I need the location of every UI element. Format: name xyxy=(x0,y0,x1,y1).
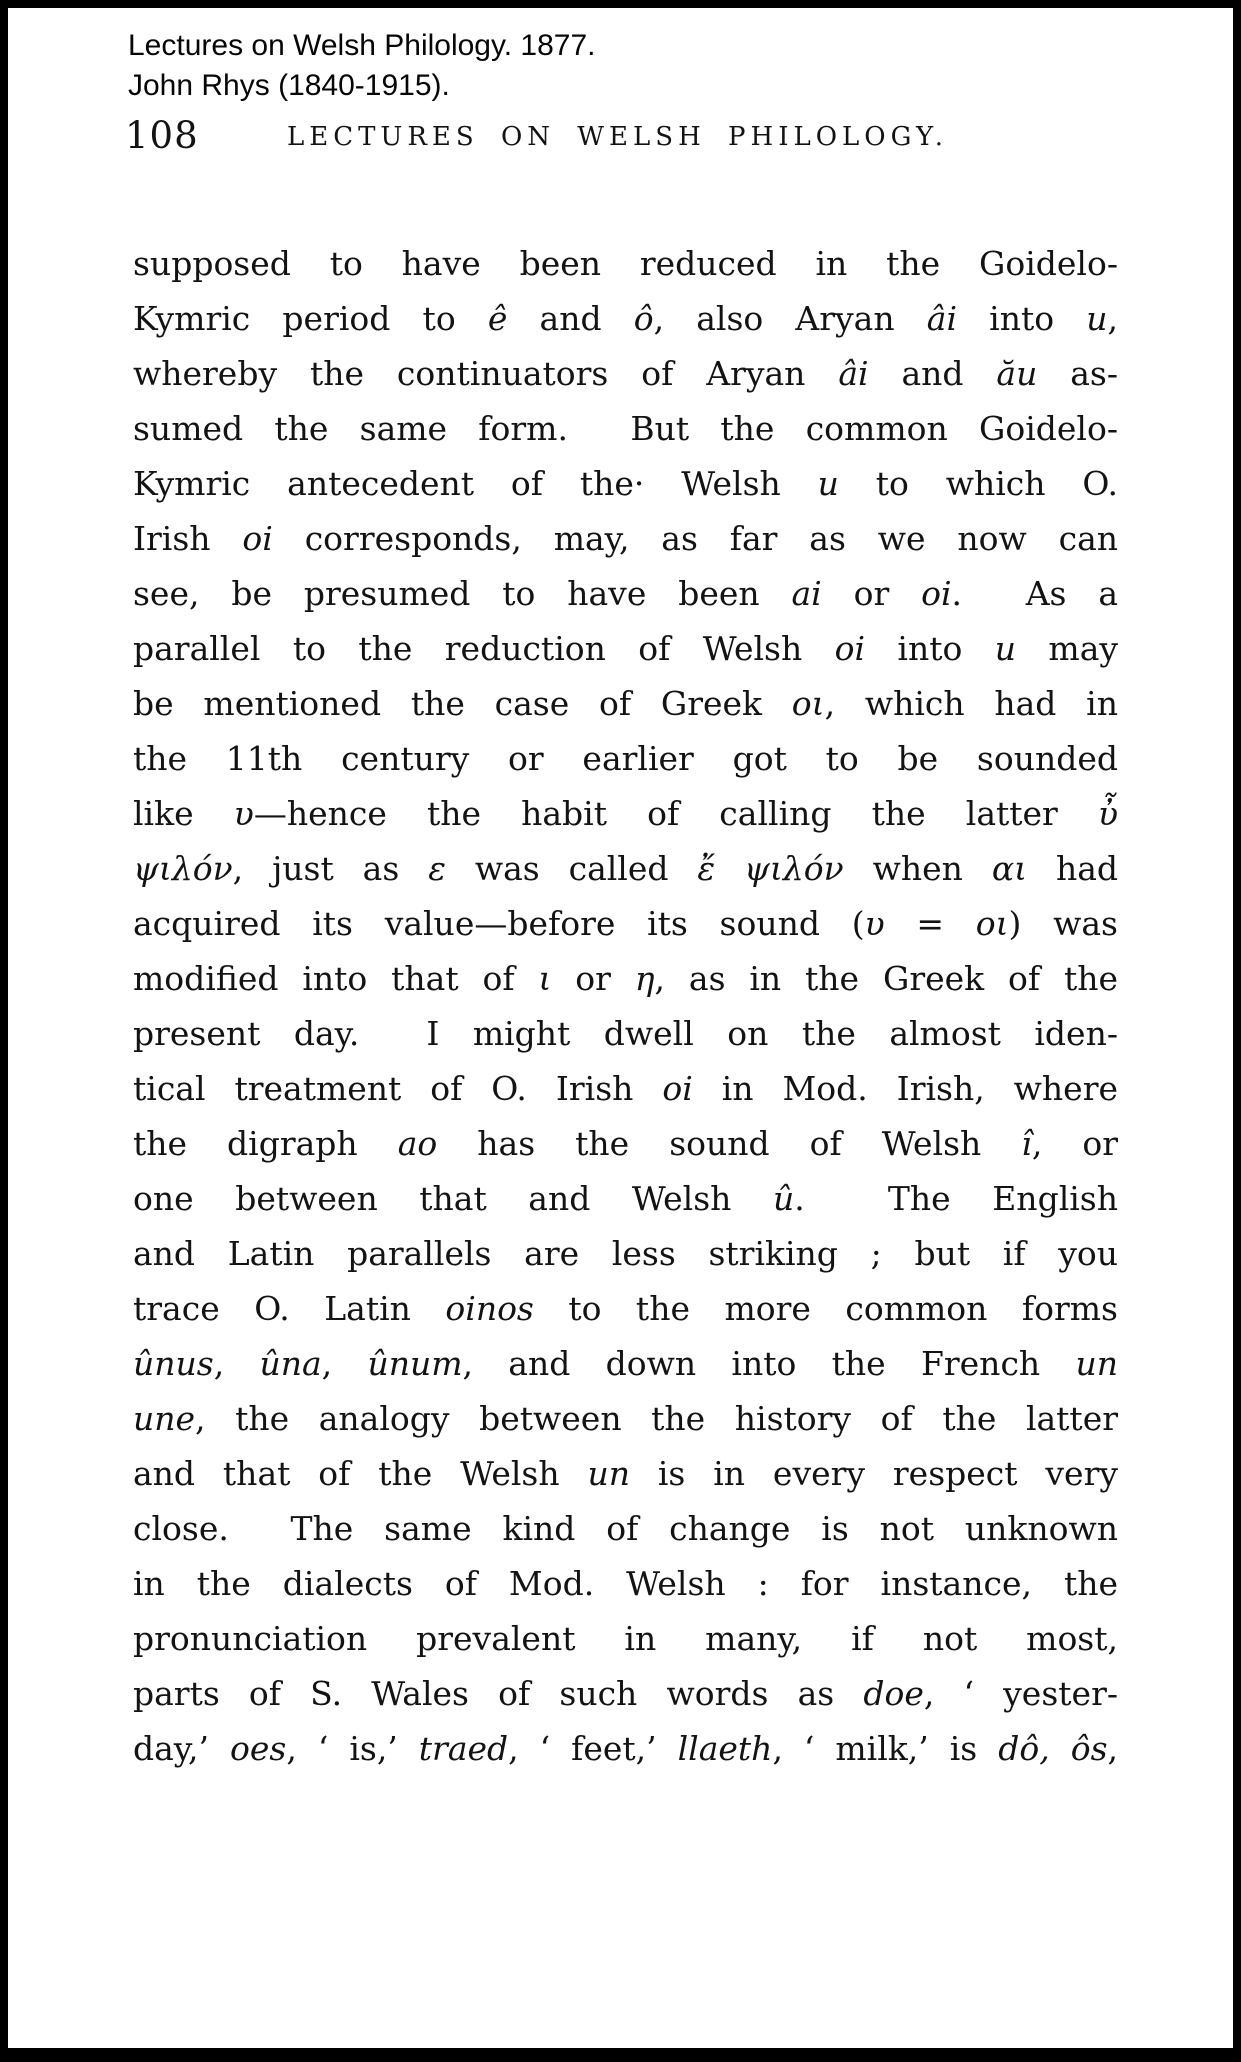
text-segment: in Mod. Irish, where xyxy=(692,1069,1118,1108)
text-segment: , or xyxy=(1031,1124,1119,1163)
linguistic-form: û xyxy=(772,1179,795,1218)
linguistic-form: oi xyxy=(662,1069,693,1108)
text-line xyxy=(133,1116,1118,1171)
text-segment: Irish xyxy=(133,519,243,558)
text-line xyxy=(133,236,1118,291)
text-segment: , xyxy=(321,1344,368,1383)
linguistic-form: ê xyxy=(487,299,508,338)
text-segment: parallel to the reduction of Welsh xyxy=(133,629,835,668)
linguistic-form: traed xyxy=(418,1729,509,1768)
linguistic-form: ai xyxy=(791,574,822,613)
meta-title-line: Lectures on Welsh Philology. 1877. xyxy=(128,29,596,62)
text-segment: = xyxy=(884,904,976,943)
linguistic-form: u xyxy=(817,464,839,503)
text-segment: , also Aryan xyxy=(653,299,927,338)
linguistic-form: ε xyxy=(428,849,446,888)
text-segment: into xyxy=(957,299,1087,338)
text-segment: close. The same kind of change is not unknown xyxy=(133,1509,1118,1548)
text-segment: . As a xyxy=(951,574,1119,613)
text-segment: to which O. xyxy=(838,464,1119,503)
text-line xyxy=(133,1391,1118,1446)
text-line xyxy=(133,1006,1118,1061)
text-line xyxy=(133,1061,1118,1116)
linguistic-form: oinos xyxy=(445,1289,534,1328)
text-segment: Kymric period to xyxy=(133,299,488,338)
linguistic-form: ău xyxy=(996,354,1038,393)
text-line xyxy=(133,786,1118,841)
linguistic-form: ûnum xyxy=(367,1344,463,1383)
linguistic-form: âi xyxy=(926,299,957,338)
running-title: LECTURES ON WELSH PHILOLOGY. xyxy=(286,122,949,152)
linguistic-form: llaeth xyxy=(677,1729,773,1768)
text-segment: tical treatment of O. Irish xyxy=(133,1069,663,1108)
linguistic-form: ao xyxy=(397,1124,438,1163)
text-segment: like xyxy=(133,794,234,833)
text-segment: into xyxy=(865,629,995,668)
text-segment: one between that and Welsh xyxy=(133,1179,773,1218)
text-segment: sumed the same form. But the common Goidelo- xyxy=(133,409,1118,448)
text-segment: see, be presumed to have been xyxy=(133,574,792,613)
text-segment: is in every respect very xyxy=(630,1454,1118,1493)
text-segment: whereby the continuators of Aryan xyxy=(133,354,839,393)
text-line xyxy=(133,291,1118,346)
linguistic-form: ψιλόν xyxy=(133,849,233,888)
linguistic-form: ûnus xyxy=(133,1344,214,1383)
text-segment: , xyxy=(1107,299,1118,338)
text-segment: , and down into the French xyxy=(462,1344,1076,1383)
linguistic-form: οι xyxy=(975,904,1009,943)
linguistic-form: η xyxy=(634,959,655,998)
text-segment: as- xyxy=(1037,354,1118,393)
text-segment: when xyxy=(843,849,992,888)
text-line xyxy=(133,566,1118,621)
text-segment: may xyxy=(1016,629,1119,668)
page xyxy=(8,8,1233,2048)
text-line xyxy=(133,511,1118,566)
text-line xyxy=(133,1226,1118,1281)
text-segment: trace O. Latin xyxy=(133,1289,446,1328)
text-segment: , ‘ feet,’ xyxy=(508,1729,678,1768)
text-segment: present day. I might dwell on the almost iden- xyxy=(133,1014,1118,1053)
text-segment: , xyxy=(1107,1729,1119,1768)
text-line xyxy=(133,1501,1118,1556)
text-line xyxy=(133,951,1118,1006)
text-segment: , ‘ milk,’ is xyxy=(772,1729,999,1768)
page-body xyxy=(133,236,1118,1776)
linguistic-form: ὖ xyxy=(1097,794,1119,833)
meta-author-line: John Rhys (1840-1915). xyxy=(128,69,450,102)
text-segment: in the dialects of Mod. Welsh : for instance, the xyxy=(133,1564,1118,1603)
linguistic-form: oi xyxy=(834,629,866,668)
linguistic-form: υ xyxy=(233,794,254,833)
text-segment: day,’ xyxy=(133,1729,231,1768)
text-line xyxy=(133,731,1118,786)
text-segment: had xyxy=(1027,849,1119,888)
text-segment: , ‘ is,’ xyxy=(286,1729,419,1768)
linguistic-form: ûna xyxy=(259,1344,322,1383)
linguistic-form: u xyxy=(994,629,1017,668)
text-segment: and xyxy=(507,299,634,338)
text-line xyxy=(133,1446,1118,1501)
text-segment: parts of S. Wales of such words as xyxy=(133,1674,864,1713)
text-line xyxy=(133,1721,1118,1776)
text-line xyxy=(133,1666,1118,1721)
linguistic-form: υ xyxy=(864,904,885,943)
text-segment: , just as xyxy=(232,849,429,888)
text-segment: , as in the Greek of the xyxy=(654,959,1118,998)
text-segment: has the sound of Welsh xyxy=(437,1124,1022,1163)
text-segment: . The English xyxy=(794,1179,1118,1218)
text-line xyxy=(133,896,1118,951)
linguistic-form: âi xyxy=(838,354,869,393)
text-segment: acquired its value—before its sound ( xyxy=(133,904,865,943)
text-line xyxy=(133,841,1118,896)
text-segment: be mentioned the case of Greek xyxy=(133,684,792,723)
text-line xyxy=(133,1556,1118,1611)
linguistic-form: ô xyxy=(633,299,654,338)
text-segment: or xyxy=(551,959,635,998)
text-segment: supposed to have been reduced in the Goidelo- xyxy=(133,244,1118,283)
linguistic-form: î xyxy=(1021,1124,1032,1163)
page-number: 108 xyxy=(125,114,199,157)
text-segment: , ‘ yester- xyxy=(923,1674,1118,1713)
text-segment: and that of the Welsh xyxy=(133,1454,588,1493)
text-segment: ) was xyxy=(1008,904,1118,943)
text-line xyxy=(133,346,1118,401)
linguistic-form: une xyxy=(133,1399,196,1438)
text-line xyxy=(133,456,1118,511)
text-segment: pronunciation prevalent in many, if not most, xyxy=(133,1619,1118,1658)
text-line xyxy=(133,676,1118,731)
text-segment: to the more common forms xyxy=(533,1289,1118,1328)
text-segment: was called xyxy=(445,849,698,888)
text-segment: —hence the habit of calling the latter xyxy=(253,794,1098,833)
linguistic-form: doe xyxy=(863,1674,924,1713)
text-segment: , which had in xyxy=(824,684,1118,723)
text-segment: modified into that of xyxy=(133,959,539,998)
text-segment: corresponds, may, as far as we now can xyxy=(272,519,1119,558)
book-meta xyxy=(128,26,596,106)
linguistic-form: oes xyxy=(230,1729,287,1768)
page-header xyxy=(125,112,1110,162)
text-segment: , the analogy between the history of the latter xyxy=(195,1399,1118,1438)
linguistic-form: oi xyxy=(921,574,952,613)
text-segment: , xyxy=(213,1344,260,1383)
text-line xyxy=(133,1281,1118,1336)
linguistic-form: un xyxy=(587,1454,630,1493)
linguistic-form: αι xyxy=(991,849,1028,888)
text-line xyxy=(133,1336,1118,1391)
text-segment: the 11th century or earlier got to be sounded xyxy=(133,739,1118,778)
text-segment: the digraph xyxy=(133,1124,398,1163)
linguistic-form: οι xyxy=(791,684,825,723)
text-line xyxy=(133,401,1118,456)
text-segment: Kymric antecedent of the· Welsh xyxy=(133,464,818,503)
text-line xyxy=(133,1611,1118,1666)
text-segment: or xyxy=(821,574,922,613)
text-segment: and Latin parallels are less striking ; but if you xyxy=(133,1234,1118,1273)
text-segment: and xyxy=(868,354,997,393)
linguistic-form: dô, ôs xyxy=(998,1729,1108,1768)
linguistic-form: u xyxy=(1086,299,1108,338)
text-line xyxy=(133,621,1118,676)
linguistic-form: oi xyxy=(242,519,273,558)
text-line xyxy=(133,1171,1118,1226)
linguistic-form: ἔ ψιλόν xyxy=(697,849,844,888)
linguistic-form: ι xyxy=(538,959,552,998)
linguistic-form: un xyxy=(1075,1344,1118,1383)
